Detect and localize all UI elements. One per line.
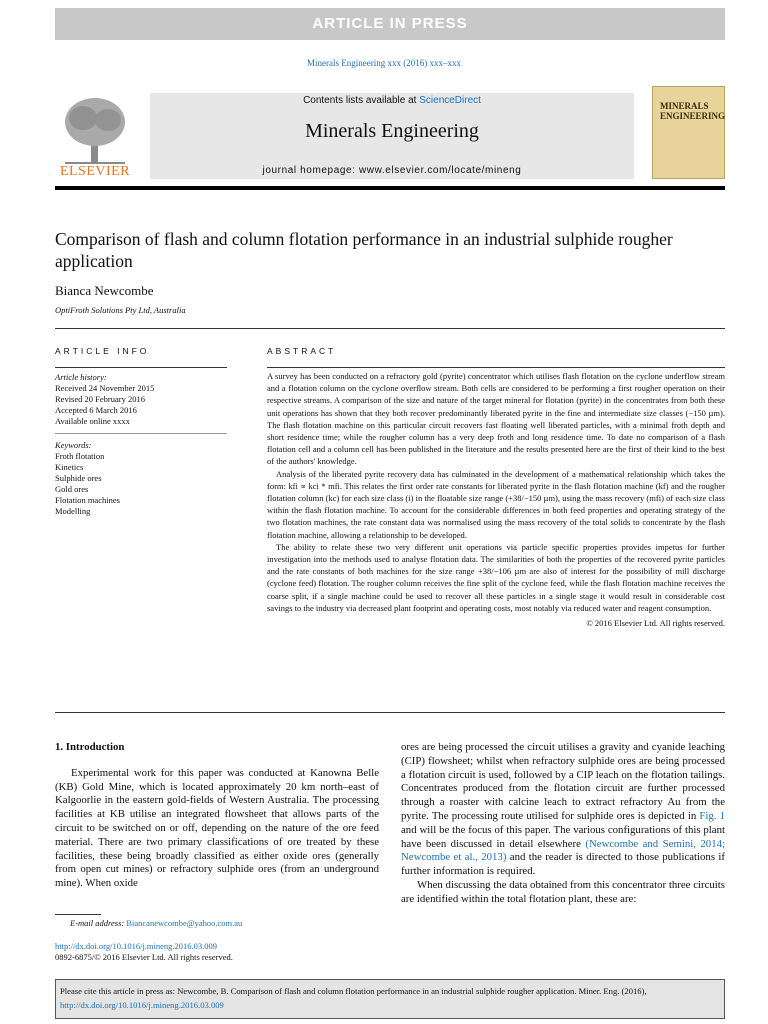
body-left-column	[55, 741, 379, 891]
divider	[55, 328, 725, 329]
header-rule	[55, 186, 725, 190]
author-name: Bianca Newcombe	[55, 283, 154, 298]
keyword-item: Kinetics	[55, 462, 84, 472]
doi-link[interactable]: http://dx.doi.org/10.1016/j.mineng.2016.03.009	[55, 941, 218, 951]
body-right-column	[401, 741, 725, 907]
history-label: Article history:	[55, 372, 107, 382]
paper-title: Comparison of flash and column flotation performance in an industrial sulphide rougher application	[55, 229, 673, 271]
section-heading: 1. Introduction	[55, 741, 125, 753]
abstract-paragraph: The ability to relate these two very different unit operations via particle specific properties provides impetus for further investigation into the methods used to analyse flotation data. The similarities of both the properties of the recovered pyrite particles and the rate constants of both machines for the size range +38/−106 µm are also of interest for the possibility of mill discharge (cyclone feed) flotation. The rougher column receives the fine split of the cyclone feed, while the flash flotation machine receives the coarse split, if a single machine could be used to recover all these particles in a single stage it would result in considerable cost savings to the industry via decreased plant footprint and operating costs, most notably via reduced water and reagent consumption.	[267, 541, 725, 613]
divider	[55, 712, 725, 713]
keywords-label: Keywords:	[55, 440, 92, 450]
history-item: Revised 20 February 2016	[55, 394, 145, 404]
journal-homepage[interactable]: journal homepage: www.elsevier.com/locate/mineng	[262, 165, 522, 176]
cite-this-article-box: Please cite this article in press as: Newcombe, B. Comparison of flash and column flotation performance in an industrial sulphide rougher application. Miner. Eng. (2016), http://dx.doi.org/10.1016/j.mineng.2016.03.009	[55, 979, 725, 1019]
article-info-label: ARTICLE INFO	[55, 346, 150, 356]
copyright-notice: © 2016 Elsevier Ltd. All rights reserved.	[586, 618, 725, 629]
keywords	[55, 440, 230, 517]
elsevier-wordmark: ELSEVIER	[59, 164, 131, 179]
body-paragraph: Experimental work for this paper was conducted at Kanowna Belle (KB) Gold Mine, which is located approximately 20 km north–east of Kalgoorlie in the eastern gold-fields of Western Australia. The processing facilities at KB utilise an integrated flowsheet that allows parts of the circuit to be switched on or off, depending on the nature of the ore feed material. There are two primary classifications of ore treated by these facilities, these being broadly classified as either oxide ores (generally from open cut mines) or refractory sulphide ores (from an underground mine). When oxide	[55, 766, 379, 890]
issn-copyright: 0892-6875/© 2016 Elsevier Ltd. All rights reserved.	[55, 952, 233, 962]
article-history	[55, 372, 230, 427]
abstract-label: ABSTRACT	[267, 346, 337, 356]
keyword-item: Modelling	[55, 506, 91, 516]
history-item: Available online xxxx	[55, 416, 130, 426]
sciencedirect-link[interactable]: ScienceDirect	[419, 95, 481, 106]
email-footnote: E-mail address: Biancanewcombe@yahoo.com.au	[70, 918, 243, 928]
abstract-paragraph: Analysis of the liberated pyrite recovery data has culminated in the development of a mathematical relationship which takes the form: kfi ∝ kci * mfi. This relates the first order rate constants for liberated pyrite in the flash flotation machine (kf) and the rougher flotation column (kc) for each size class (i) in the floatable size range (+38/−150 µm), using the mass recovery (mfi) of each size class within the flash flotation machine. To account for the considerable differences in both feed properties and operating strategy of the two flotation machines, the rate constant data was normalised using the mass recovery of the total solids to concentrate by the flash flotation machine, allowing a relationship to be developed.	[267, 468, 725, 540]
journal-title: Minerals Engineering	[305, 120, 479, 142]
history-item: Accepted 6 March 2016	[55, 405, 137, 415]
figure-reference-link[interactable]: Fig. 1	[699, 809, 726, 822]
body-paragraph: ores are being processed the circuit utilises a gravity and cyanide leaching (CIP) flowsheet; whilst when refractory sulphide ores are being processed a flotation circuit is used, followed by a CIP leach on the flotation tailings. Concentrates produced from the flotation circuit are further processed through a roaster with calcine leach to extract refractory Au from the pyrite. The processing route utilised for sulphide ores is depicted in Fig. 1 and will be the focus of this paper. The various configurations of this plant have been discussed in detail elsewhere (Newcombe and Semini, 2014; Newcombe et al., 2013) and the reader is directed to those publications if further information is required.	[401, 741, 726, 878]
contents-line: Contents lists available at ScienceDirect	[303, 95, 481, 106]
journal-citation-line[interactable]: Minerals Engineering xxx (2016) xxx–xxx	[307, 58, 461, 68]
article-in-press-banner: ARTICLE IN PRESS	[55, 8, 725, 40]
footnote-rule	[55, 914, 101, 915]
body-paragraph: When discussing the data obtained from this concentrator three circuits are identified within the total flotation plant, these are:	[401, 878, 725, 905]
keyword-item: Froth flotation	[55, 451, 105, 461]
cite-doi-link[interactable]: http://dx.doi.org/10.1016/j.mineng.2016.03.009	[60, 1000, 224, 1010]
abstract-body	[267, 370, 725, 629]
divider	[55, 367, 227, 368]
author-affiliation: OptiFroth Solutions Pty Ltd, Australia	[55, 305, 186, 315]
divider	[55, 433, 227, 434]
history-item: Received 24 November 2015	[55, 383, 155, 393]
divider	[267, 367, 725, 368]
elsevier-logo[interactable]	[55, 92, 135, 180]
keyword-item: Sulphide ores	[55, 473, 102, 483]
keyword-item: Flotation machines	[55, 495, 120, 505]
citation-link[interactable]: (Newcombe and Semini, 2014; Newcombe et al., 2013)	[401, 837, 725, 864]
keyword-item: Gold ores	[55, 484, 89, 494]
cover-title: MINERALS ENGINEERING	[660, 101, 726, 121]
email-link[interactable]: Biancanewcombe@yahoo.com.au	[126, 918, 243, 928]
abstract-paragraph: A survey has been conducted on a refractory gold (pyrite) concentrator which utilises flash flotation on the cyclone underflow stream and a flotation column on the cyclone overflow stream. Both cells are considered to be performing a first rougher operation on their respective streams. A comparison of the size and nature of the target mineral for flotation (pyrite) in the concentrates from both these unit operations has shown that they both recover predominantly liberated pyrite in the fine and intermediate size classes (−150 µm). The flash flotation machine on this particular circuit recovers fast floating well liberated particles, with a minimal froth depth and short residence time; while the rougher column has a very deep froth and long residence time. To date no comparison of a flash flotation cell and a column cell has been published in the literature and the results presented here are the first of their kind to the best of the authors' knowledge.	[267, 371, 725, 467]
journal-cover-thumbnail[interactable]	[652, 86, 725, 179]
